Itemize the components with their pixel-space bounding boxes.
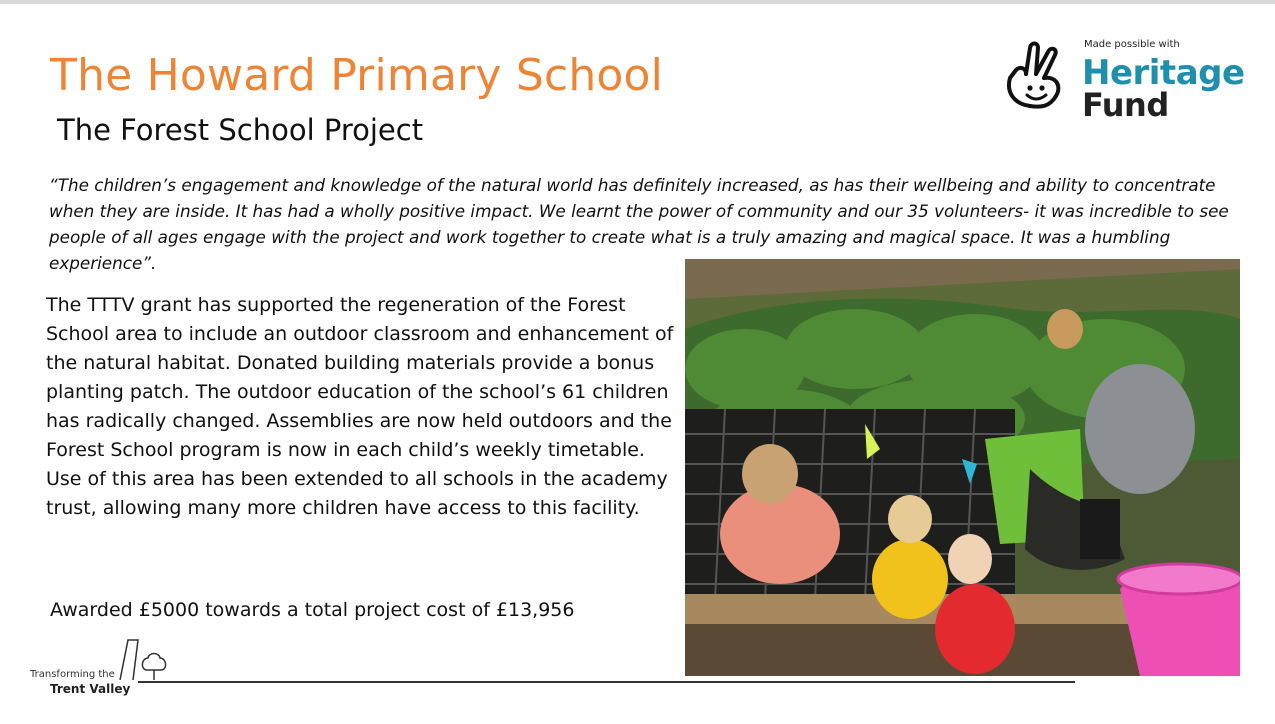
top-divider	[0, 0, 1275, 4]
fund-word: Fund	[1082, 86, 1169, 124]
bottom-divider	[138, 681, 1075, 683]
testimonial-quote: “The children’s engagement and knowledge of the natural world has definitely increased, as has their wellbeing and ability to concentrate when they are inside. It has had a wholly positive impact. We learnt the power of community and our 35 volunteers- it was incredible to see people of all ages engage with the project and work together to create what is a truly amazing and magical space. It was a humbling experience”.	[49, 175, 1229, 273]
forest-school-photo	[685, 259, 1240, 676]
award-amount: Awarded £5000 towards a total project cost of £13,956	[50, 599, 575, 621]
logo-line-2: Trent Valley	[50, 682, 131, 696]
heritage-fund-logo	[1000, 36, 1245, 124]
page-subtitle: The Forest School Project	[57, 113, 424, 147]
project-description: The TTTV grant has supported the regeneration of the Forest School area to include an outdoor classroom and enhancement of the natural habitat. Donated building materials provide a bonus planting patch. The outdoor education of the school’s 61 children has radically changed. Assemblies are now held outdoors and the Forest School program is now in each child’s weekly timetable. Use of this area has been extended to all schools in the academy trust, allowing many more children have access to this facility.	[46, 294, 674, 519]
page-title: The Howard Primary School	[50, 50, 664, 101]
heritage-word: Heritage	[1082, 53, 1245, 93]
crossed-fingers-icon	[1000, 36, 1080, 122]
logo-line-1: Transforming the	[30, 669, 115, 680]
transforming-trent-valley-logo	[28, 638, 188, 700]
made-possible-label: Made possible with	[1084, 39, 1180, 50]
